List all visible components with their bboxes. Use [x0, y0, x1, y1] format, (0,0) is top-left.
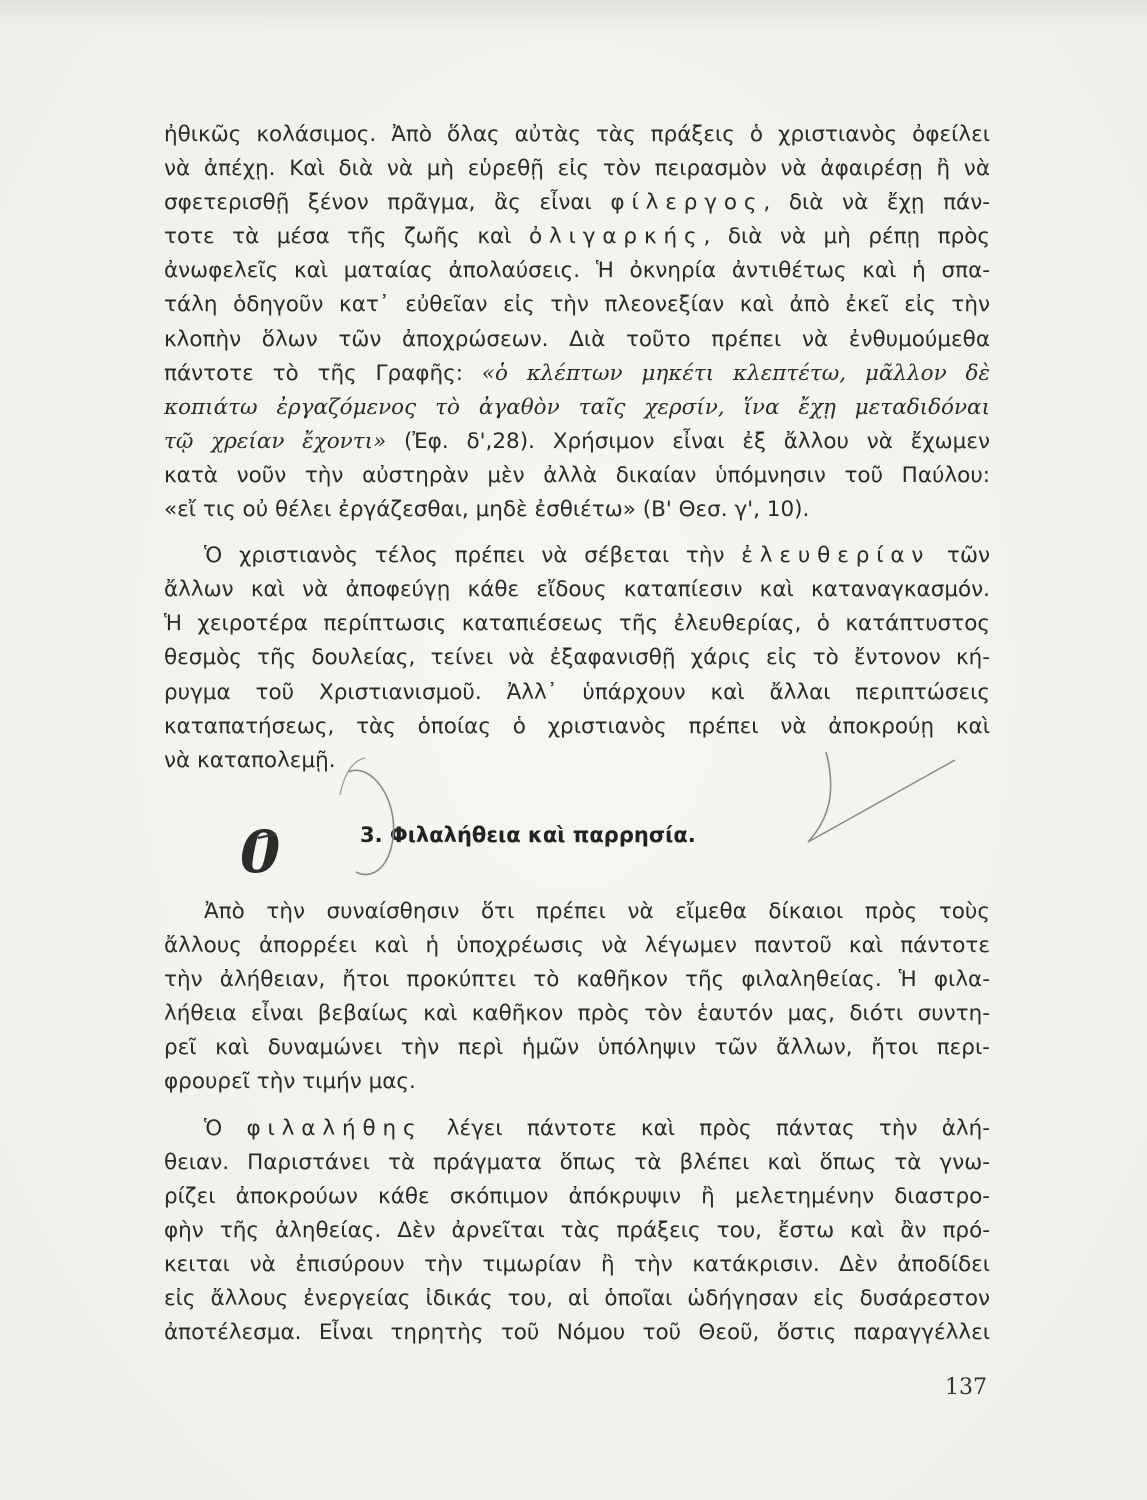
- text-line: ρυγμα τοῦ Χριστιανισμοῦ. Ἀλλ᾽ ὑπάρχουν καὶ ἄλλαι περιπτώσεις: [164, 679, 990, 705]
- scripture-quote: κοπιάτω ἐργαζόμενος τὸ ἀγαθὸν ταῖς χερσίν, ἵνα ἔχῃ μεταδιδόναι: [164, 394, 990, 420]
- text-line: τάλη ὁδηγοῦν κατ᾽ εὐθεῖαν εἰς τὴν πλεονεξίαν καὶ ἀπὸ ἐκεῖ εἰς τὴν: [164, 292, 990, 318]
- text-line: θεσμὸς τῆς δουλείας, τείνει νὰ ἐξαφανισθῇ χάρις εἰς τὸ ἔντονον κή-: [164, 645, 990, 671]
- text-line: φρουρεῖ τὴν τιμήν μας.: [164, 1069, 416, 1095]
- text-line: ρεῖ καὶ δυναμώνει τὴν περὶ ἡμῶν ὑπόληψιν τῶν ἄλλων, ἤτοι περι-: [164, 1035, 990, 1061]
- text-line: τὴν ἀλήθειαν, ἤτοι προκύπτει τὸ καθῆκον τῆς φιλαληθείας. Ἡ φιλα-: [164, 967, 990, 993]
- handwritten-mark: 0: [240, 818, 281, 886]
- text-line: Ὁ φιλαλήθης λέγει πάντοτε καὶ πρὸς πάντας τὴν ἀλή-: [204, 1115, 990, 1141]
- pencil-stroke: [808, 752, 831, 842]
- text-line: «εἴ τις οὐ θέλει ἐργάζεσθαι, μηδὲ ἐσθιέτω» (Β' Θεσ. γ', 10).: [164, 497, 810, 523]
- text-line: πάντοτε τὸ τῆς Γραφῆς: «ὁ κλέπτων μηκέτι κλεπτέτω, μᾶλλον δὲ: [164, 360, 990, 386]
- text-line: θειαν. Παριστάνει τὰ πράγματα ὅπως τὰ βλέπει καὶ ὅπως τὰ γνω-: [164, 1149, 990, 1175]
- text-line: καταπατήσεως, τὰς ὁποίας ὁ χριστιανὸς πρέπει νὰ ἀποκρούῃ καὶ: [164, 713, 990, 739]
- text-line: Ἀπὸ τὴν συναίσθησιν ὅτι πρέπει νὰ εἴμεθα δίκαιοι πρὸς τοὺς: [204, 899, 990, 924]
- text-line: Ἡ χειροτέρα περίπτωσις καταπιέσεως τῆς ἐλευθερίας, ὁ κατάπτυστος: [164, 611, 990, 637]
- section-heading: 3. Φιλαλήθεια καὶ παρρησία.: [360, 823, 696, 847]
- scripture-quote: «ὁ κλέπτων μηκέτι κλεπτέτω, μᾶλλον δὲ: [481, 360, 990, 386]
- page-number: 137: [945, 1375, 987, 1400]
- text-line: τοτε τὰ μέσα τῆς ζωῆς καὶ ὀλιγαρκής, διὰ νὰ μὴ ρέπῃ πρὸς: [164, 224, 990, 250]
- text-line: ρίζει ἀποκρούων κάθε σκόπιμον ἀπόκρυψιν ἢ μελετημένην διαστρο-: [164, 1183, 990, 1209]
- text-line: Ὁ χριστιανὸς τέλος πρέπει νὰ σέβεται τὴν ἐλευθερίαν τῶν: [204, 543, 990, 569]
- text-line: φὴν τῆς ἀληθείας. Δὲν ἀρνεῖται τὰς πράξεις του, ἔστω καὶ ἂν πρό-: [164, 1217, 990, 1243]
- spaced-emphasis: ὀλιγαρκής: [528, 224, 704, 250]
- pencil-stroke: [340, 758, 365, 795]
- text-line: σφετερισθῇ ξένον πρᾶγμα, ἂς εἶναι φίλεργος, διὰ νὰ ἔχῃ πάν-: [164, 190, 990, 216]
- spaced-emphasis: ἐλευθερίαν: [741, 543, 931, 569]
- text-line: νὰ ἀπέχῃ. Καὶ διὰ νὰ μὴ εὑρεθῇ εἰς τὸν πειρασμὸν νὰ ἀφαιρέσῃ ἢ νὰ: [164, 156, 990, 182]
- text-line: ἀποτέλεσμα. Εἶναι τηρητὴς τοῦ Νόμου τοῦ Θεοῦ, ὅστις παραγγέλλει: [164, 1320, 990, 1346]
- spaced-emphasis: φίλεργος: [610, 190, 764, 216]
- spaced-emphasis: φιλαλήθης: [246, 1115, 423, 1141]
- text-line: λήθεια εἶναι βεβαίως καὶ καθῆκον πρὸς τὸν ἑαυτόν μας, διότι συντη-: [164, 1001, 990, 1027]
- text-line: εἰς ἄλλους ἐνεργείας ἰδικάς του, αἱ ὁποῖαι ὡδήγησαν εἰς δυσάρεστον: [164, 1286, 990, 1312]
- pencil-curve: [348, 770, 394, 874]
- scripture-quote: τῷ χρείαν ἔχοντι»: [164, 428, 387, 454]
- text-line: τῷ χρείαν ἔχοντι» (Ἐφ. δ',28). Χρήσιμον εἶναι ἐξ ἄλλου νὰ ἔχωμεν: [164, 428, 990, 454]
- text-line: ἄλλους ἀπορρέει καὶ ἡ ὑποχρέωσις νὰ λέγωμεν παντοῦ καὶ πάντοτε: [164, 933, 990, 959]
- text-line: κειται νὰ ἐπισύρουν τὴν τιμωρίαν ἢ τὴν κατάκρισιν. Δὲν ἀποδίδει: [164, 1251, 990, 1277]
- text-line: ἀνωφελεῖς καὶ ματαίας ἀπολαύσεις. Ἡ ὀκνηρία ἀντιθέτως καὶ ἡ σπα-: [164, 258, 990, 284]
- text-line: ἠθικῶς κολάσιμος. Ἀπὸ ὅλας αὐτὰς τὰς πράξεις ὁ χριστιανὸς ὀφείλει: [164, 122, 990, 147]
- text-line: ἄλλων καὶ νὰ ἀποφεύγῃ κάθε εἴδους καταπίεσιν καὶ καταναγκασμόν.: [164, 577, 990, 603]
- text-line: κλοπὴν ὅλων τῶν ἀποχρώσεων. Διὰ τοῦτο πρέπει νὰ ἐνθυμούμεθα: [164, 326, 990, 352]
- text-line: νὰ καταπολεμῇ.: [164, 747, 336, 773]
- text-line: κατὰ νοῦν τὴν αὐστηρὰν μὲν ἀλλὰ δικαίαν ὑπόμνησιν τοῦ Παύλου:: [164, 462, 990, 488]
- pen-dash: [258, 834, 276, 838]
